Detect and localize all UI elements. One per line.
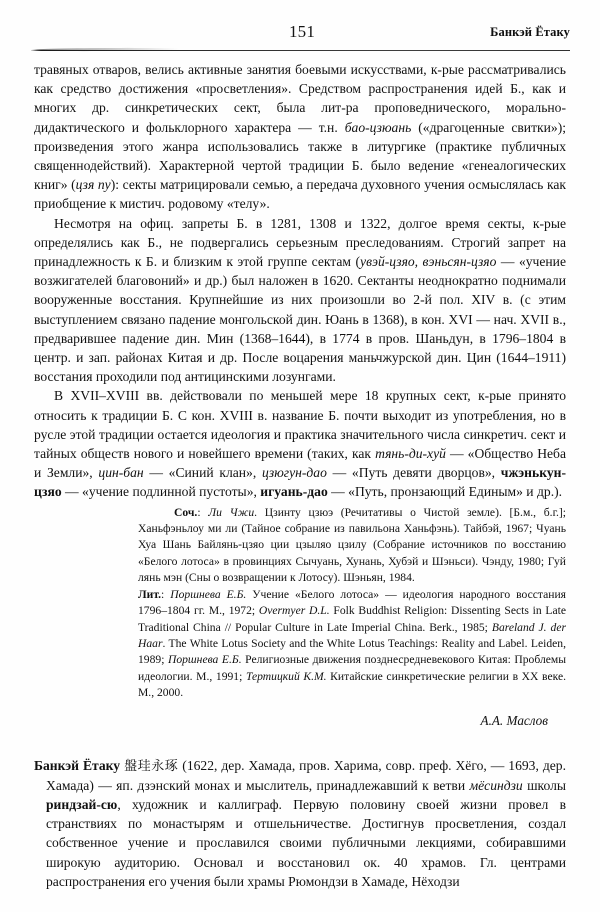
term-bold: чжэнькун-цзяо xyxy=(34,465,566,500)
paragraph-continuation xyxy=(34,60,566,214)
sources-entry xyxy=(138,505,566,587)
text-run: . The White Lotus Society and the White Lotus Teachings: Reality and Label. Leiden, 1989; xyxy=(138,636,566,667)
author-italic: Ли Чжи xyxy=(208,505,255,519)
term-bold: риндзай-сю xyxy=(46,796,118,812)
entry-cjk-name: 盤珪永琢 xyxy=(124,758,179,774)
author-italic: Поршнева Е.Б. xyxy=(170,587,247,601)
article-signature: А.А. Маслов xyxy=(480,712,548,728)
text-run: — «Общество Неба и Земли», xyxy=(34,446,566,481)
paragraph-sects xyxy=(34,386,566,501)
dictionary-entry-bankei xyxy=(34,756,566,891)
article-body xyxy=(34,60,566,891)
text-run: Религиозные движения позднесредневекового Китая: Проблемы идеологии. М., 1991; xyxy=(138,653,566,683)
paragraph-persecutions xyxy=(34,214,566,387)
text-run: школы xyxy=(522,777,566,793)
text-run: . Цзинту цзюэ (Речитативы о Чистой земле). [Б.м., б.г.]; Ханьфэньлоу ми ли (Тайное собрание из павильона Ханьфэнь). Тайбэй, 1967; Чуань Хуа Шань Байлянь-цзяо ции цзыляо цзилу (Собрание источников по восстанию «Белого лотоса» в провинциях Сычуань, Хунань, Хубэй и Шэньси). Чэнду, 1980; Гуй лянь мэн (Сны о возвращении к Лотосу). Шэньян, 1984. xyxy=(138,505,567,585)
text-run: ): секты матрицировали семью, а передача духовного учения осмыслялась как приобщение к мистич. родовому «телу». xyxy=(34,177,566,212)
sources-label: Соч. xyxy=(174,505,198,519)
term-italic: тянь-ди-хуй xyxy=(375,446,446,462)
text-run: — «учение возжигателей благовоний» и др.) был наложен в 1620. Сектанты неоднократно поднимали вооруженные восстания. Крупнейшие из них произошли во 2-й пол. XIV в. (с этим выступлением связано падение монгольской дин. Юань в 1368), в кон. XVI — нач. XVII в., предварившее падение дин. Мин (1368–1644), в 1774 в пров. Шаньдун, в 1796–1804 в центр. и зап. районах Китая и др. После воцарения маньчжурской дин. Цин (1644–1911) восстания проходили под антицинскими лозунгами. xyxy=(34,254,566,385)
text-run: Китайские синкретические религии в XX веке. М., 2000. xyxy=(138,669,567,700)
entry-paragraph xyxy=(34,756,566,891)
term-italic: цзюгун-дао xyxy=(261,465,327,481)
term-italic: цин-бан xyxy=(98,465,144,481)
text-run: (1622, дер. Хамада, пров. Харима, совр. преф. Хёго, — 1693, дер. Хамада) — яп. дзэнский монах и мыслитель, принадлежавший к ветви xyxy=(46,757,566,793)
entry-headword: Банкэй Ётаку xyxy=(34,757,121,773)
running-title: Банкэй Ётаку xyxy=(490,25,570,39)
literature-entry xyxy=(138,587,566,702)
running-head xyxy=(34,22,570,44)
text-run: Несмотря на офиц. запреты Б. в 1281, 1308 и 1322, долгое время секты, к-рые определялись как Б., не подвергались серьезным преследованиям. Строгий запрет на принадлежность к Б. и близким к этой группе сектам ( xyxy=(34,215,566,270)
term-italic: мёсиндзи xyxy=(469,777,523,793)
term-italic: цзя пу xyxy=(75,177,111,193)
author-italic: Тертицкий К.М. xyxy=(245,669,327,683)
text-run: : xyxy=(197,505,209,519)
page-number: 151 xyxy=(288,22,316,41)
text-run: , художник и каллиграф. Первую половину своей жизни провел в странствиях по монастырям и отшельничестве. Достигнув просветления, создал собственное учение и прославился своими публичными лекциями, собиравшими широкую аудиторию. Основал и восстановил ок. 40 храмов. Гл. центрами распространения его учения были храмы Рюмондзи в Хамаде, Нёходзи xyxy=(46,796,566,889)
text-run: — «Синий клан», xyxy=(143,465,262,481)
term-bold: игуань-дао xyxy=(260,484,328,500)
text-run: Folk Buddhist Religion: Dissenting Sects in Late Traditional China // Popular Culture in Late Imperial China. Berk., 1985; xyxy=(138,604,566,634)
term-italic: бао-цзюань xyxy=(344,119,412,135)
literature-label: Лит. xyxy=(138,587,162,601)
text-run: : xyxy=(161,587,171,601)
text-run: — «учение подлинной пустоты», xyxy=(61,484,261,500)
text-run: травяных отваров, велись активные занятия боевыми искусствами, к-рые рассматривались как средство достижения «просветления». Средством распространения идей Б., как и многих др. синкретических сект, была лит-ра проповеднического, морально-дидактического и фольклорного характера — т.н. xyxy=(34,62,566,135)
header-rule xyxy=(31,48,570,51)
text-run: — «Путь, пронзающий Единым» и др.). xyxy=(327,484,563,500)
text-run: («драгоценные свитки»); произведения этого жанра использовались также в литургике (практике публичных священнодействий). Характерной чертой традиции Б. было ведение «генеалогических книг» ( xyxy=(34,119,566,193)
text-run: Учение «Белого лотоса» — идеология народного восстания 1796–1804 гг. М., 1972; xyxy=(138,587,566,618)
author-italic: Поршнева Е.Б. xyxy=(167,653,242,667)
bibliography-block xyxy=(138,505,566,702)
term-italic: увэй-цзяо, вэньсян-цзяо xyxy=(360,254,497,270)
author-italic: Overmyer D.L. xyxy=(258,604,330,618)
author-italic: Bareland J. der Haar xyxy=(138,620,566,650)
text-run: — «Путь девяти дворцов», xyxy=(326,465,501,481)
text-run: В XVII–XVIII вв. действовали по меньшей мере 18 крупных сект, к-рые принято относить к традиции Б. С кон. XVIII в. название Б. почти выходит из употребления, но в русле этой традиции остается идеология и практика значительного числа синкретич. сект и тайных обществ нового и новейшего времени (таких, как xyxy=(34,388,566,462)
